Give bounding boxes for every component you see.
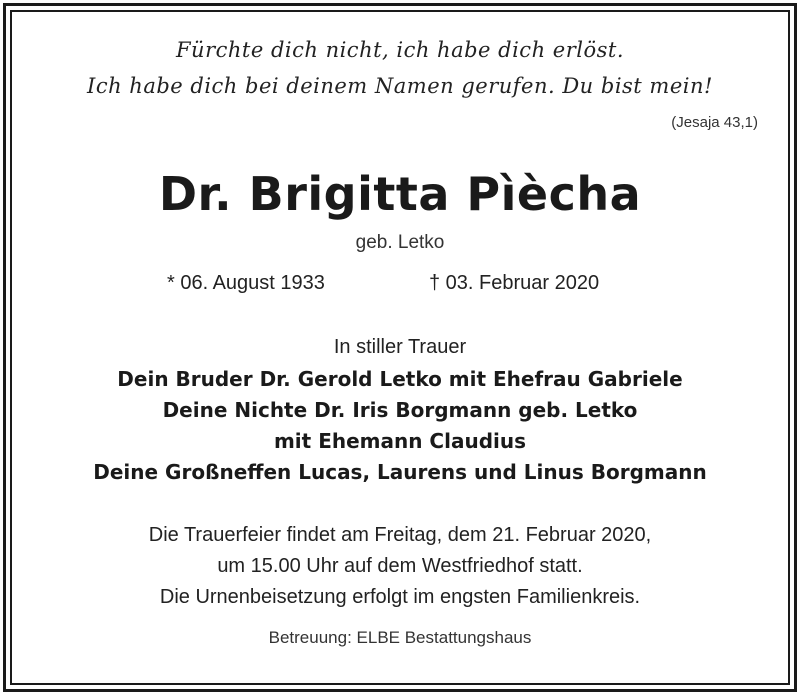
birth-date: * 06. August 1933: [167, 272, 325, 294]
ceremony-line: Die Trauerfeier findet am Freitag, dem 21. Februar 2020,: [148, 524, 652, 546]
verse-line-1: Fürchte dich nicht, ich habe dich erlöst.: [175, 38, 624, 62]
mourner-line: Deine Großneffen Lucas, Laurens und Linus Borgmann: [93, 460, 707, 484]
ceremony-line: Die Urnenbeisetzung erfolgt im engsten Familienkreis.: [159, 586, 641, 608]
mourning-intro: In stiller Trauer: [333, 336, 467, 358]
funeral-home-credit: Betreuung: ELBE Bestattungshaus: [268, 628, 532, 647]
verse-reference: (Jesaja 43,1): [671, 114, 758, 131]
mourner-line: mit Ehemann Claudius: [273, 429, 527, 453]
verse-line-2: Ich habe dich bei deinem Namen gerufen. Du bist mein!: [87, 74, 713, 98]
maiden-name: geb. Letko: [355, 232, 445, 253]
obituary-notice: [14, 14, 786, 681]
death-date: † 03. Februar 2020: [429, 272, 600, 294]
mourner-line: Dein Bruder Dr. Gerold Letko mit Ehefrau Gabriele: [117, 367, 683, 391]
mourner-line: Deine Nichte Dr. Iris Borgmann geb. Letko: [162, 398, 638, 422]
deceased-name: Dr. Brigitta Pìècha: [158, 167, 642, 221]
ceremony-line: um 15.00 Uhr auf dem Westfriedhof statt.: [217, 555, 583, 577]
